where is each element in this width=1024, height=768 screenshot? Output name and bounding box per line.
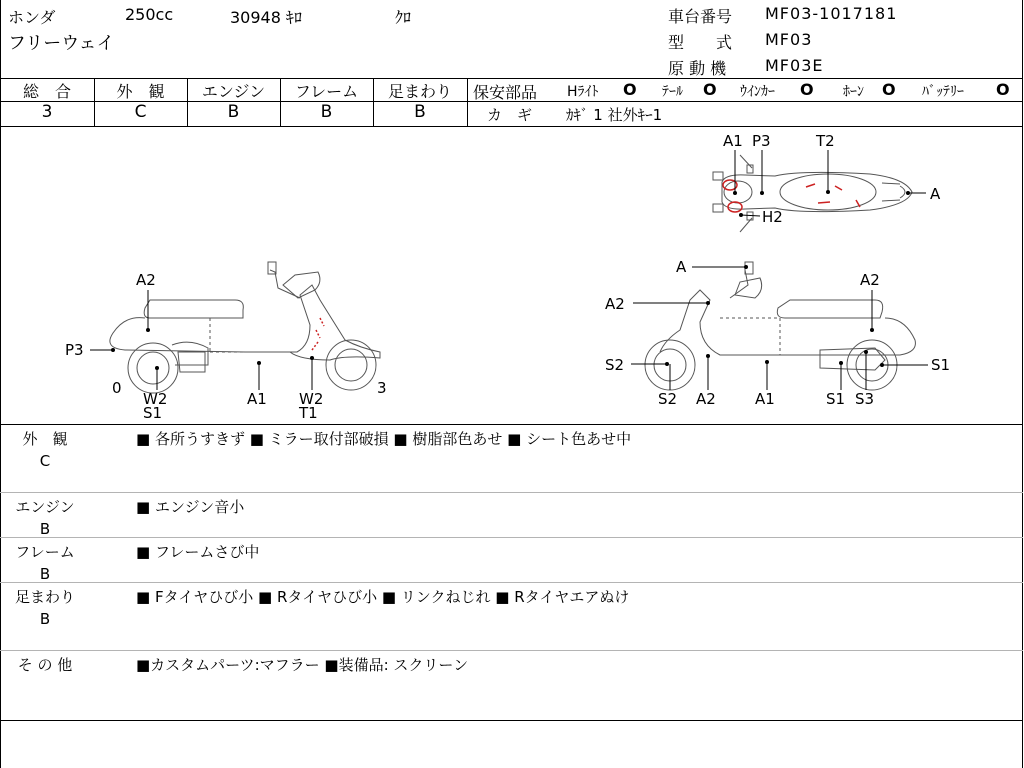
engine-label: 原 動 機 — [668, 59, 727, 78]
type-value: MF03 — [765, 30, 813, 49]
section-notes-exterior: ■ 各所うすきず ■ ミラー取付部破損 ■ 樹脂部色あせ ■ シート色あせ中 — [136, 430, 632, 448]
diag-label: A1 — [247, 390, 267, 408]
diag-label: A2 — [605, 295, 625, 313]
safety-mark-headlight: O — [623, 80, 637, 99]
diag-label: W2 — [299, 390, 324, 408]
key-label: カ ギ — [487, 106, 533, 124]
key-value: ｶｷﾞ 1 社外ｷｰ1 — [566, 106, 663, 124]
diag-label: S1 — [931, 356, 951, 374]
diag-label: A1 — [755, 390, 775, 408]
section-grade: B — [39, 520, 51, 538]
safety-mark-horn: O — [882, 80, 896, 99]
diag-label: P3 — [65, 341, 84, 359]
model-name: フリーウェイ — [8, 33, 115, 54]
section-suspension — [10, 586, 80, 630]
safety-mark-tail: O — [703, 80, 717, 99]
maker: ホンダ — [8, 8, 56, 27]
diag-label: S3 — [855, 390, 875, 408]
section-divider — [0, 650, 1023, 651]
section-engine — [10, 496, 80, 540]
diag-label: 3 — [377, 379, 387, 397]
safety-mark-winker: O — [800, 80, 814, 99]
top-view-scooter — [713, 155, 912, 232]
safety-item-winker: ｳｲﾝｶｰ — [740, 84, 775, 100]
diag-label: A — [676, 258, 687, 276]
section-exterior — [10, 428, 80, 472]
safety-row-divider — [467, 101, 1023, 102]
section-notes-frame: ■ フレームさび中 — [136, 543, 260, 561]
section-grade: B — [39, 565, 51, 583]
damage-marks — [312, 180, 860, 350]
diag-label: S2 — [658, 390, 678, 408]
diag-label: A2 — [860, 271, 880, 289]
section-grade: B — [39, 610, 51, 628]
frame-no-label: 車台番号 — [668, 7, 733, 26]
damage-diagram — [0, 127, 1023, 424]
grade-value-overall: 3 — [41, 102, 53, 122]
diag-label: A1 — [723, 132, 743, 150]
grade-label-frame: フレーム — [294, 82, 359, 101]
section-grade: C — [39, 452, 51, 470]
diag-label: T1 — [299, 404, 318, 422]
grade-label-engine: エンジン — [201, 82, 266, 101]
diag-label: A2 — [696, 390, 716, 408]
diag-label: W2 — [143, 390, 168, 408]
diag-label: 0 — [112, 379, 122, 397]
diag-label: A2 — [136, 271, 156, 289]
diag-label: S2 — [605, 356, 625, 374]
section-other — [10, 654, 80, 676]
type-label: 型 式 — [668, 33, 733, 52]
section-label: フレーム — [15, 543, 75, 561]
diag-label: H2 — [762, 208, 783, 226]
mileage: 30948 ｷﾛ — [230, 8, 302, 27]
safety-item-horn: ﾎｰﾝ — [843, 84, 864, 100]
section-divider — [0, 492, 1023, 493]
diag-label: S1 — [826, 390, 846, 408]
grade-label-exterior: 外 観 — [116, 82, 165, 101]
section-divider — [0, 582, 1023, 583]
grade-value-engine: B — [227, 102, 240, 122]
safety-item-tail: ﾃｰﾙ — [662, 84, 683, 100]
section-divider — [0, 537, 1023, 538]
grade-value-exterior: C — [134, 102, 147, 122]
grade-col-line — [467, 78, 468, 126]
safety-item-battery: ﾊﾞｯﾃﾘｰ — [922, 84, 964, 100]
diagram-bottom-line — [0, 424, 1023, 425]
safety-label: 保安部品 — [473, 83, 538, 102]
grade-value-suspension: B — [414, 102, 426, 122]
safety-mark-battery: O — [996, 80, 1010, 99]
safety-item-headlight: Hﾗｲﾄ — [567, 84, 599, 100]
diag-label: A — [930, 185, 941, 203]
engine-value: MF03E — [765, 56, 824, 75]
section-notes-other: ■カスタムパーツ:マフラー ■装備品: スクリーン — [136, 656, 469, 674]
displacement: 250cc — [125, 5, 174, 24]
section-label: 外 観 — [22, 430, 68, 448]
color: ｸﾛ — [395, 8, 412, 27]
section-label: そ の 他 — [17, 656, 73, 674]
grade-label-overall: 総 合 — [22, 82, 71, 101]
grade-label-suspension: 足まわり — [387, 82, 452, 101]
section-label: 足まわり — [14, 588, 75, 606]
diag-label: T2 — [816, 132, 835, 150]
section-notes-suspension: ■ Fタイヤひび小 ■ Rタイヤひび小 ■ リンクねじれ ■ Rタイヤエアぬけ — [136, 588, 630, 606]
section-frame — [10, 541, 80, 585]
grade-value-frame: B — [320, 102, 333, 122]
frame-no: MF03-1017181 — [765, 4, 898, 23]
section-notes-engine: ■ エンジン音小 — [136, 498, 245, 516]
diag-label: P3 — [752, 132, 771, 150]
section-label: エンジン — [15, 498, 75, 516]
diag-label: S1 — [143, 404, 163, 422]
form-bottom-line — [0, 720, 1023, 721]
